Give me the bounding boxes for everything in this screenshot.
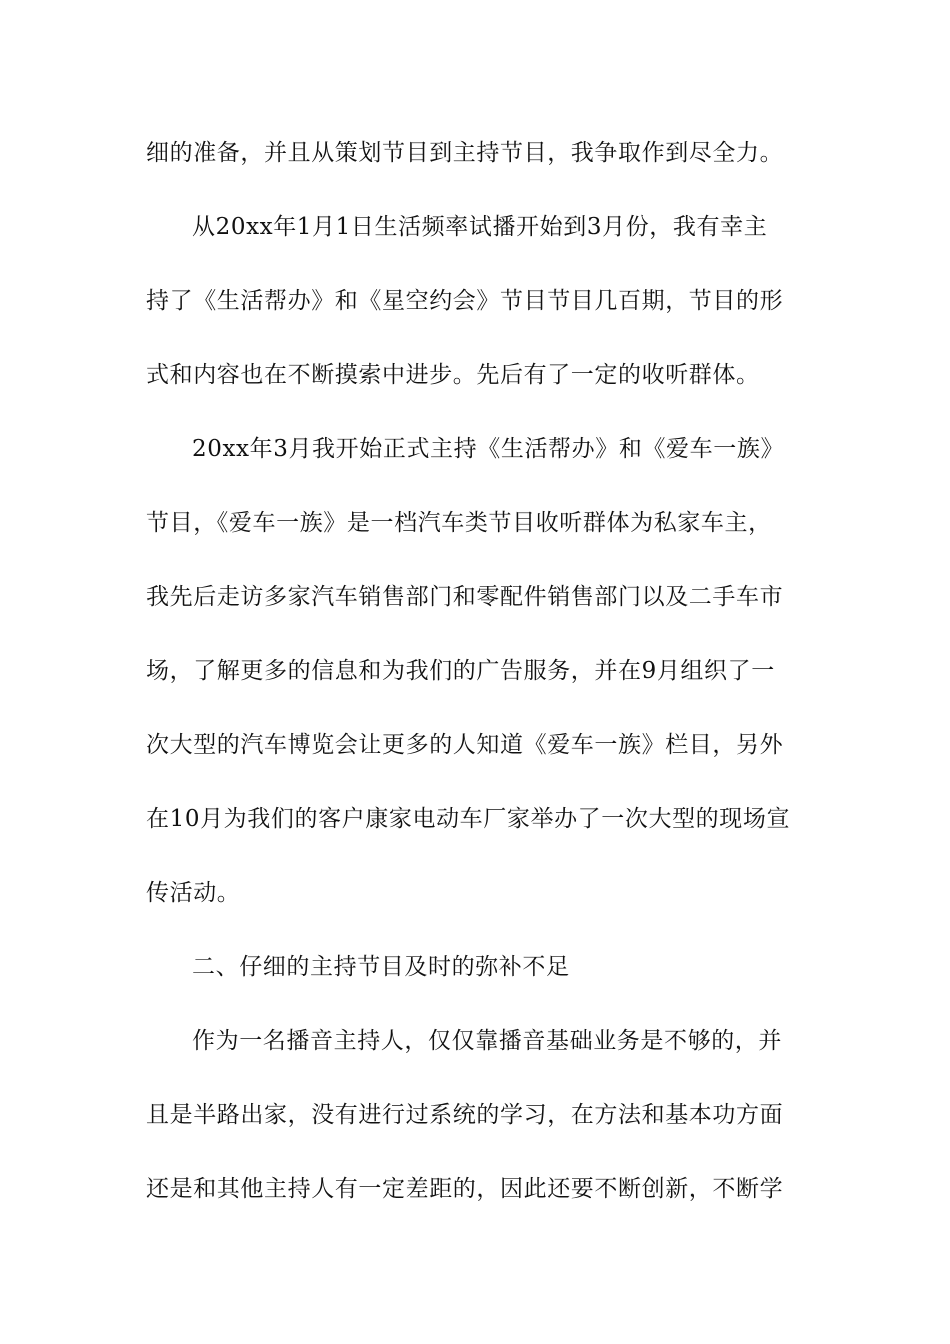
text-line: 且是半路出家，没有进行过系统的学习，在方法和基本功方面 [146,1102,784,1128]
text-line: 我先后走访多家汽车销售部门和零配件销售部门以及二手车市 [146,584,784,610]
text-line: 节目，《爱车一族》是一档汽车类节目收听群体为私家车主， [146,510,772,536]
paragraph-start-line: 作为一名播音主持人，仅仅靠播音基础业务是不够的，并 [192,1028,782,1054]
text-line: 场，了解更多的信息和为我们的广告服务，并在9月组织了一 [146,658,775,684]
text-line: 持了《生活帮办》和《星空约会》节目节目几百期，节目的形 [146,288,784,314]
paragraph-start-line: 从20xx年1月1日生活频率试播开始到3月份，我有幸主 [192,214,768,240]
text-line: 还是和其他主持人有一定差距的，因此还要不断创新，不断学 [146,1176,784,1202]
text-line: 传活动。 [146,880,241,906]
paragraph-start-line: 20xx年3月我开始正式主持《生活帮办》和《爱车一族》 [192,436,785,462]
text-line: 在10月为我们的客户康家电动车厂家举办了一次大型的现场宣 [146,806,791,832]
text-line: 式和内容也在不断摸索中进步。先后有了一定的收听群体。 [146,362,760,388]
text-line: 细的准备，并且从策划节目到主持节目，我争取作到尽全力。 [146,140,784,166]
text-line: 次大型的汽车博览会让更多的人知道《爱车一族》栏目，另外 [146,732,784,758]
section-heading: 二、仔细的主持节目及时的弥补不足 [192,954,570,980]
